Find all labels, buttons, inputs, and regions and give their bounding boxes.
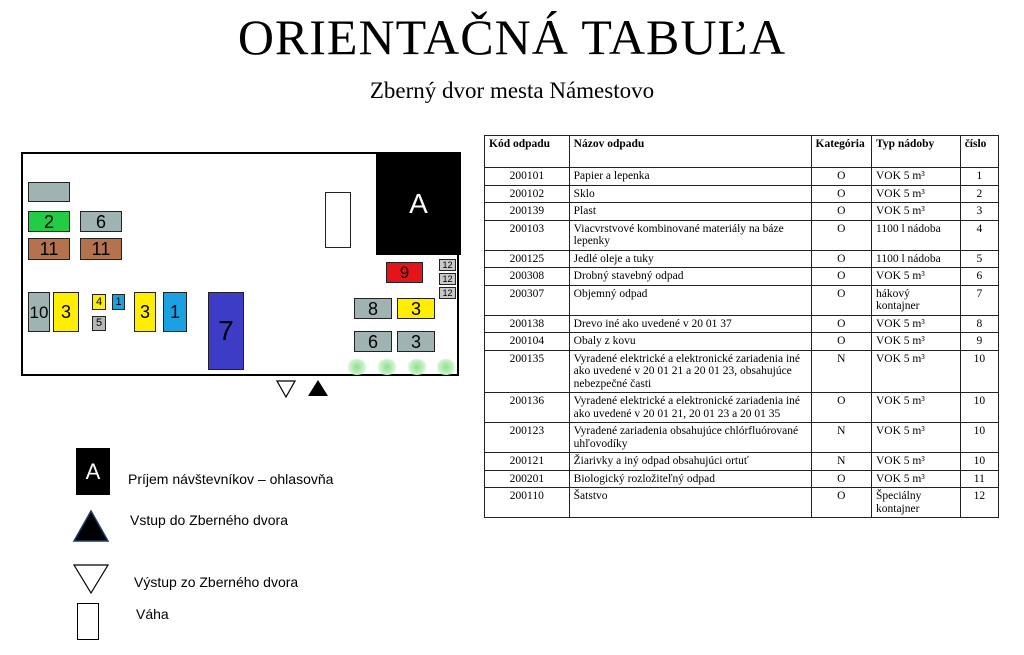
cell-name: Vyradené elektrické a elektronické zariadenia iné ako uvedené v 20 01 21 a 20 01 23, obsahujúce nebezpečné časti bbox=[569, 350, 811, 393]
cell-number: 10 bbox=[960, 393, 998, 423]
cell-code: 200110 bbox=[485, 488, 570, 518]
cell-code: 200103 bbox=[485, 220, 570, 250]
legend-scale-text: Váha bbox=[136, 606, 169, 622]
cell-name: Vyradené elektrické a elektronické zariadenia iné ako uvedené v 20 01 21, 20 01 23 a 20 01 35 bbox=[569, 393, 811, 423]
green-marker bbox=[406, 359, 428, 375]
cell-container-type: VOK 5 m³ bbox=[872, 268, 961, 286]
cell-container-type: VOK 5 m³ bbox=[872, 350, 961, 393]
container-3: 3 bbox=[397, 298, 435, 319]
cell-category: O bbox=[811, 488, 871, 518]
reception-building: A bbox=[376, 152, 461, 255]
green-marker bbox=[376, 359, 398, 375]
table-row bbox=[485, 350, 999, 393]
cell-category: N bbox=[811, 453, 871, 471]
cell-category: O bbox=[811, 470, 871, 488]
cell-name: Sklo bbox=[569, 185, 811, 203]
cell-code: 200135 bbox=[485, 350, 570, 393]
scale bbox=[325, 192, 351, 248]
container-8: 8 bbox=[354, 298, 392, 319]
table-row bbox=[485, 185, 999, 203]
cell-category: O bbox=[811, 268, 871, 286]
header-category: Kategória bbox=[811, 136, 871, 168]
container-4: 4 bbox=[92, 294, 106, 310]
legend-exit-text: Výstup zo Zberného dvora bbox=[134, 574, 299, 590]
table-row bbox=[485, 220, 999, 250]
table-row bbox=[485, 470, 999, 488]
cell-container-type: VOK 5 m³ bbox=[872, 393, 961, 423]
green-marker bbox=[346, 359, 368, 375]
container-12: 12 bbox=[439, 273, 456, 285]
table-row bbox=[485, 268, 999, 286]
cell-category: O bbox=[811, 250, 871, 268]
cell-code: 200139 bbox=[485, 203, 570, 221]
container-9: 9 bbox=[386, 262, 423, 283]
cell-name: Drobný stavebný odpad bbox=[569, 268, 811, 286]
cell-container-type: Špeciálny kontajner bbox=[872, 488, 961, 518]
cell-container-type: VOK 5 m³ bbox=[872, 453, 961, 471]
cell-code: 200136 bbox=[485, 393, 570, 423]
cell-number: 10 bbox=[960, 350, 998, 393]
container-unlabeled bbox=[28, 182, 70, 202]
cell-container-type: hákový kontajner bbox=[872, 285, 961, 315]
container-3: 3 bbox=[397, 331, 435, 352]
legend-reception-icon: A bbox=[76, 448, 110, 495]
cell-number: 4 bbox=[960, 220, 998, 250]
cell-number: 12 bbox=[960, 488, 998, 518]
header-name: Názov odpadu bbox=[569, 136, 811, 168]
cell-code: 200121 bbox=[485, 453, 570, 471]
cell-container-type: VOK 5 m³ bbox=[872, 185, 961, 203]
cell-name: Obaly z kovu bbox=[569, 333, 811, 351]
cell-name: Viacvrstvové kombinované materiály na báze lepenky bbox=[569, 220, 811, 250]
table-row bbox=[485, 250, 999, 268]
header-code: Kód odpadu bbox=[485, 136, 570, 168]
container-6: 6 bbox=[354, 331, 392, 352]
cell-code: 200125 bbox=[485, 250, 570, 268]
cell-code: 200138 bbox=[485, 315, 570, 333]
table-row bbox=[485, 453, 999, 471]
cell-number: 5 bbox=[960, 250, 998, 268]
cell-code: 200101 bbox=[485, 168, 570, 186]
cell-name: Objemný odpad bbox=[569, 285, 811, 315]
exit-triangle-icon bbox=[276, 380, 296, 398]
container-12: 12 bbox=[439, 259, 456, 271]
table-row bbox=[485, 393, 999, 423]
cell-container-type: VOK 5 m³ bbox=[872, 423, 961, 453]
header-number: číslo bbox=[960, 136, 998, 168]
header-container-type: Typ nádoby bbox=[872, 136, 961, 168]
table-row bbox=[485, 168, 999, 186]
cell-name: Drevo iné ako uvedené v 20 01 37 bbox=[569, 315, 811, 333]
cell-container-type: VOK 5 m³ bbox=[872, 203, 961, 221]
container-11: 11 bbox=[80, 238, 122, 260]
container-3: 3 bbox=[134, 292, 156, 332]
yard-map bbox=[21, 152, 459, 376]
container-7: 7 bbox=[208, 292, 244, 370]
cell-code: 200201 bbox=[485, 470, 570, 488]
cell-number: 11 bbox=[960, 470, 998, 488]
cell-number: 6 bbox=[960, 268, 998, 286]
container-6: 6 bbox=[80, 211, 122, 232]
cell-category: O bbox=[811, 285, 871, 315]
cell-category: N bbox=[811, 350, 871, 393]
cell-container-type: VOK 5 m³ bbox=[872, 470, 961, 488]
table-row bbox=[485, 203, 999, 221]
cell-category: O bbox=[811, 315, 871, 333]
table-row bbox=[485, 285, 999, 315]
container-3: 3 bbox=[53, 292, 79, 332]
container-10: 10 bbox=[28, 292, 50, 332]
container-5: 5 bbox=[92, 316, 106, 331]
container-12: 12 bbox=[439, 287, 456, 299]
cell-category: O bbox=[811, 333, 871, 351]
legend-reception-text: Príjem návštevníkov – ohlasovňa bbox=[128, 471, 334, 487]
cell-number: 10 bbox=[960, 423, 998, 453]
table-row bbox=[485, 333, 999, 351]
entry-triangle-icon bbox=[307, 379, 329, 397]
cell-name: Žiarivky a iný odpad obsahujúci ortuť bbox=[569, 453, 811, 471]
cell-name: Papier a lepenka bbox=[569, 168, 811, 186]
legend-exit-icon bbox=[72, 563, 110, 595]
container-2: 2 bbox=[28, 211, 70, 232]
legend-entry-icon bbox=[72, 509, 110, 543]
cell-category: O bbox=[811, 168, 871, 186]
cell-name: Šatstvo bbox=[569, 488, 811, 518]
cell-number: 7 bbox=[960, 285, 998, 315]
cell-number: 1 bbox=[960, 168, 998, 186]
cell-name: Jedlé oleje a tuky bbox=[569, 250, 811, 268]
cell-number: 2 bbox=[960, 185, 998, 203]
cell-code: 200104 bbox=[485, 333, 570, 351]
cell-number: 10 bbox=[960, 453, 998, 471]
cell-category: O bbox=[811, 185, 871, 203]
cell-code: 200102 bbox=[485, 185, 570, 203]
cell-code: 200308 bbox=[485, 268, 570, 286]
cell-code: 200307 bbox=[485, 285, 570, 315]
cell-number: 3 bbox=[960, 203, 998, 221]
cell-code: 200123 bbox=[485, 423, 570, 453]
container-11: 11 bbox=[28, 238, 70, 260]
table-row bbox=[485, 488, 999, 518]
cell-container-type: VOK 5 m³ bbox=[872, 333, 961, 351]
cell-container-type: VOK 5 m³ bbox=[872, 168, 961, 186]
container-1: 1 bbox=[112, 294, 125, 310]
waste-table bbox=[484, 135, 999, 518]
cell-category: O bbox=[811, 203, 871, 221]
cell-category: O bbox=[811, 393, 871, 423]
legend-entry-text: Vstup do Zberného dvora bbox=[130, 512, 288, 528]
cell-category: N bbox=[811, 423, 871, 453]
legend-scale-icon bbox=[77, 603, 99, 640]
page-subtitle: Zberný dvor mesta Námestovo bbox=[369, 78, 655, 103]
container-1: 1 bbox=[163, 292, 187, 332]
cell-number: 8 bbox=[960, 315, 998, 333]
cell-container-type: 1100 l nádoba bbox=[872, 250, 961, 268]
cell-name: Plast bbox=[569, 203, 811, 221]
cell-container-type: 1100 l nádoba bbox=[872, 220, 961, 250]
cell-category: O bbox=[811, 220, 871, 250]
table-row bbox=[485, 315, 999, 333]
cell-container-type: VOK 5 m³ bbox=[872, 315, 961, 333]
cell-name: Biologický rozložiteľný odpad bbox=[569, 470, 811, 488]
table-header-row bbox=[485, 136, 999, 168]
green-marker bbox=[435, 359, 457, 375]
cell-number: 9 bbox=[960, 333, 998, 351]
cell-name: Vyradené zariadenia obsahujúce chlórfluórované uhľovodíky bbox=[569, 423, 811, 453]
page-title: ORIENTAČNÁ TABUĽA bbox=[237, 9, 787, 65]
table-row bbox=[485, 423, 999, 453]
